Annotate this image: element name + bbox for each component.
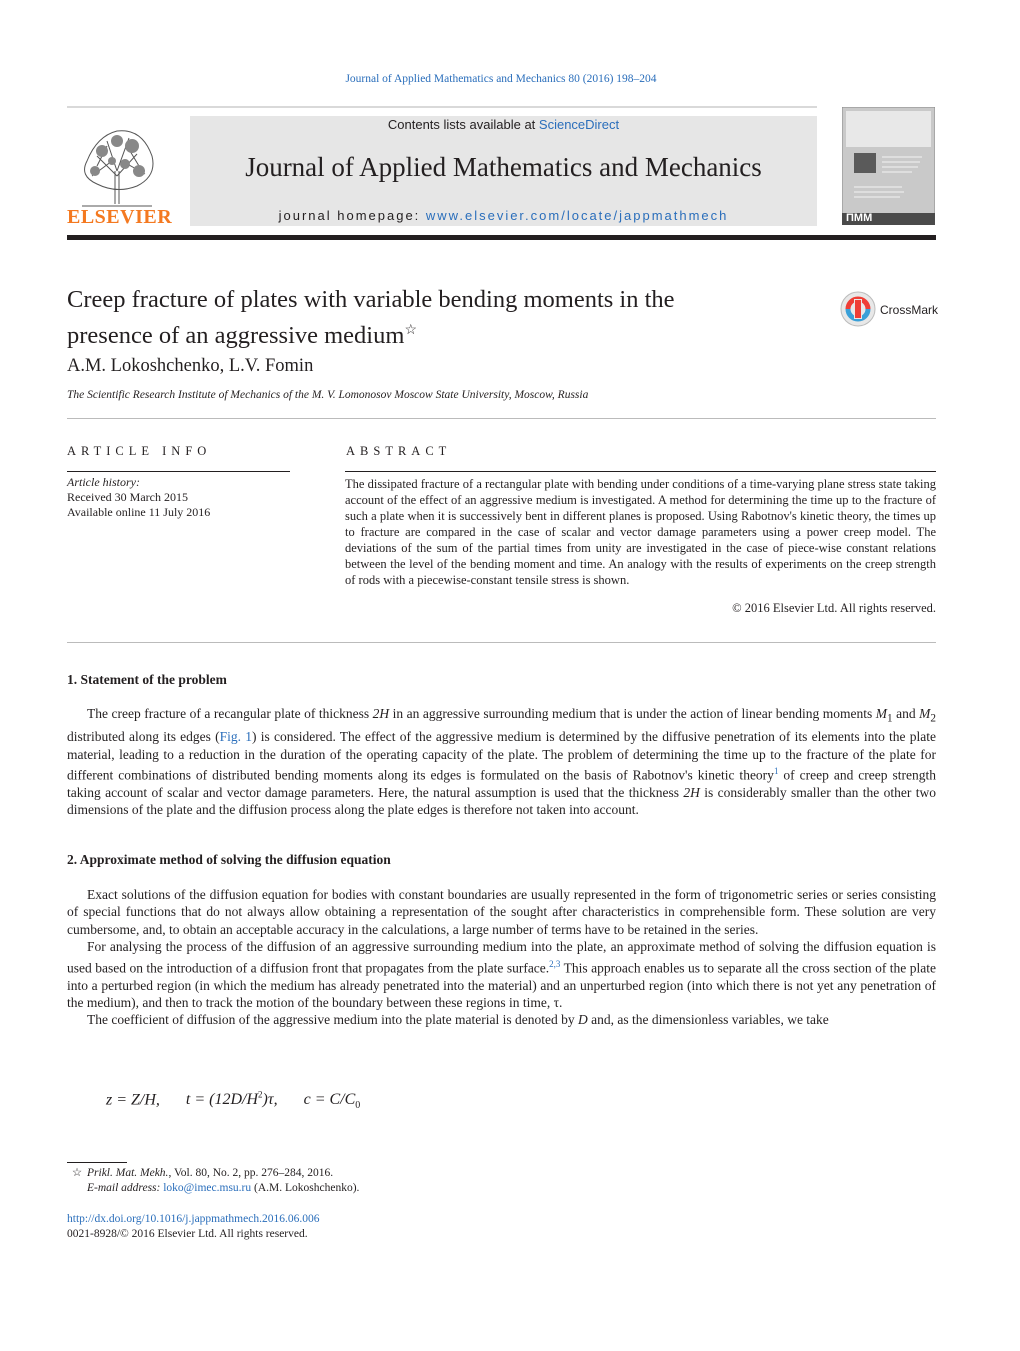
footnote-source: ☆ Prikl. Mat. Mekh., Vol. 80, No. 2, pp. 276–284, 2016. — [67, 1166, 359, 1181]
title-footnote-mark[interactable]: ☆ — [404, 323, 417, 338]
authors: A.M. Lokoshchenko, L.V. Fomin — [67, 356, 314, 376]
eq-z: z = Z/H, — [106, 1091, 160, 1109]
title-line-2-text: presence of an aggressive medium — [67, 322, 405, 350]
abstract-heading: ABSTRACT — [346, 444, 452, 458]
contents-line — [190, 117, 817, 132]
article-title — [67, 284, 807, 351]
history-label: Article history: — [67, 475, 140, 489]
doi-block — [67, 1212, 319, 1242]
doi-link[interactable]: http://dx.doi.org/10.1016/j.jappmathmech.2016.06.006 — [67, 1213, 320, 1225]
abstract-rule — [345, 471, 936, 472]
section-1-heading: 1. Statement of the problem — [67, 672, 227, 687]
section-2-paragraph-1: Exact solutions of the diffusion equation for bodies with constant boundaries are usually represented in the form of trigonometric series or series consisting of special functions that do not always allow obtaining a representation of the sought after characteristics in comprehensible form. These solution are very cumbersome, and, to obtain an acceptable accuracy in the calculations, a large number of terms have to be retained in the series. — [67, 887, 936, 937]
title-line-1: Creep fracture of plates with variable bending moments in the — [67, 286, 675, 313]
section-2-paragraph-2: For analysing the process of the diffusion of an aggressive surrounding medium into the plate, an approximate method of solving the diffusion equation is used based on the introduction of a diffusion front that propagates from the plate surface.$^{2,3}$ This approach enables us to separate all the cross section of the plate into a perturbed region (in which the medium has already penetrated into the material) and an unperturbed region (into which there is not yet any penetration of the medium), and then to track the motion of the boundary between these regions in time, τ. — [67, 939, 937, 1010]
sciencedirect-link[interactable]: ScienceDirect — [538, 117, 620, 132]
abstract-text: The dissipated fracture of a rectangular plate with bending under conditions of a time-varying plane stress state taking account of the effect of an aggressive medium is investigated. A method for determining the time up to the fracture of such a plate when it is successively bent in different planes is proposed. Using Rabotnov's kinetic theory, the times up to fracture are compared in the case of scalar and vector damage parameters using a power creep model. The deviations of the sum of the partial times from unity are investigated in the case of piece-wise constant relations between the level of the bending moment and time. An analogy with the results of experiments on the creep strength of rods with a piecewise-constant tensile stress is shown. — [345, 477, 936, 587]
homepage-prefix: journal homepage: — [278, 208, 426, 223]
homepage-line — [190, 208, 817, 223]
title-divider — [67, 418, 936, 419]
var-2H: 2H — [372, 706, 390, 721]
homepage-link[interactable]: www.elsevier.com/locate/jappmathmech — [425, 208, 729, 223]
affiliation: The Scientific Research Institute of Mechanics of the M. V. Lomonosov Moscow State University, Moscow, Russia — [67, 389, 589, 401]
ref-1-link[interactable]: 1 — [773, 765, 779, 776]
section-1-paragraph: The creep fracture of a recangular plate of thickness 2H in an aggressive surrounding medium that is under the action of linear bending moments $M_1$ and $M_2$ distributed along its edges (Fig. 1) is considered. The effect of the aggressive medium is determined by the diffusive penetration of its elements into the plate material, leading to a reduction in the duration of the operating capacity of the plate. The problem of determining the time up to the fracture of the plate for different combinations of distributed bending moments along its edges is formulated on the basis of Rabotnov's kinetic theory$^1$ of creep and creep strength taking account of scalar and vector damage parameters. Here, the natural assumption is used that the thickness 2H is considerably smaller than the other two dimensions of the plate and the diffusion process along the plate edges is therefore not taken into account. — [67, 706, 936, 818]
section-2-body — [67, 886, 936, 1029]
abstract-copyright: © 2016 Elsevier Ltd. All rights reserved. — [732, 601, 936, 615]
equation-1 — [106, 1090, 360, 1112]
received-date: Received 30 March 2015 — [67, 490, 188, 504]
article-info-heading: ARTICLE INFO — [67, 444, 212, 458]
crossmark-label[interactable]: CrossMark — [880, 303, 939, 317]
contents-prefix: Contents lists available at — [387, 117, 539, 132]
section-2-paragraph-3: The coefficient of diffusion of the aggressive medium into the plate material is denoted by D and, as the dimensionless variables, we take — [87, 1012, 829, 1028]
article-history — [67, 475, 210, 520]
footnote-email: E-mail address: loko@imec.msu.ru (A.M. Lokoshchenko). — [87, 1182, 360, 1194]
fig-1-link[interactable]: Fig. 1 — [219, 729, 253, 745]
article-info-rule — [67, 471, 290, 472]
section-2-heading: 2. Approximate method of solving the diffusion equation — [67, 852, 391, 867]
footnote-rule — [67, 1162, 127, 1163]
masthead-rule — [67, 235, 936, 240]
abstract-bottom-divider — [67, 642, 936, 643]
running-head[interactable]: Journal of Applied Mathematics and Mechanics 80 (2016) 198–204 — [345, 73, 657, 85]
cover-logo-text: ПММ — [846, 212, 873, 224]
elsevier-wordmark[interactable]: ELSEVIER — [67, 206, 173, 228]
header-divider — [67, 106, 817, 108]
issn-line: 0021-8928/© 2016 Elsevier Ltd. All rights reserved. — [67, 1228, 308, 1240]
footnote-mark: ☆ — [71, 1167, 83, 1179]
section-1-body — [67, 705, 936, 819]
title-line-2 — [67, 315, 807, 351]
email-link[interactable]: loko@imec.msu.ru — [163, 1182, 252, 1194]
eq-c: $c = C/C_0$ — [303, 1091, 361, 1112]
ref-2-3-link[interactable]: 2,3 — [549, 958, 561, 969]
footnote — [67, 1166, 359, 1196]
eq-t: $t = (12D/H^2)\tau$, — [185, 1090, 278, 1109]
available-date: Available online 11 July 2016 — [67, 505, 211, 519]
journal-title: Journal of Applied Mathematics and Mechanics — [245, 152, 762, 182]
journal-cover-thumbnail[interactable] — [842, 107, 935, 225]
